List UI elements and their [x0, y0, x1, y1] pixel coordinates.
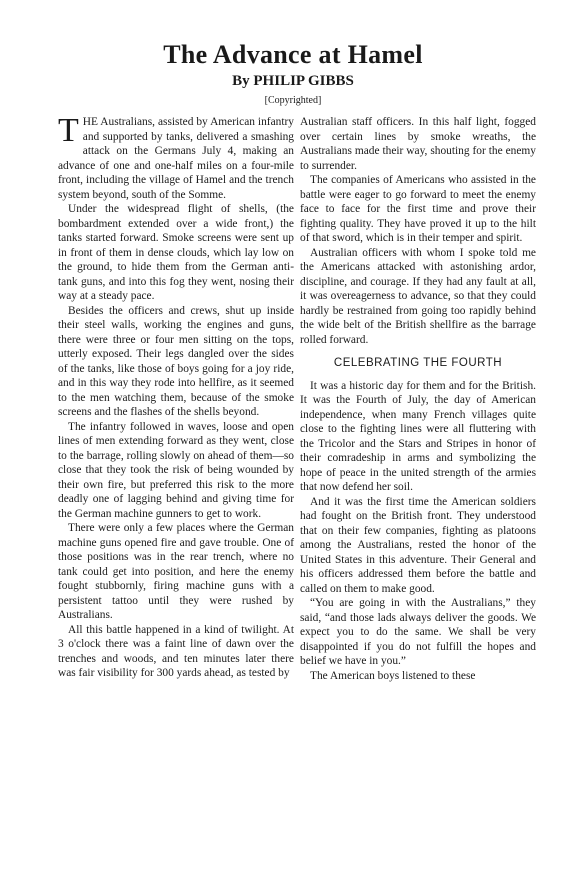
paragraph: “You are going in with the Australians,” they said, “and those lads always deliver the goods. We expect you to do the same. We shall be very disappointed if you do not fulfill the hopes and belief we have in you.”	[300, 597, 536, 667]
paragraph: There were only a few places where the German machine guns opened fire and gave trouble. One of those positions was in the rear trench, where no tank could get into position, and here the enemy fought stubbornly, firing machine guns with a persistent tattoo until they were rushed by Australians.	[58, 522, 294, 621]
paragraph: And it was the first time the American soldiers had fought on the British front. They understood that on their few companies, fighting as platoons among the Australians, rested the honor of the United States in this adventure. Their General and his officers addressed them before the battle and called on them to make good.	[300, 495, 536, 595]
article-byline: By PHILIP GIBBS	[232, 73, 354, 89]
right-column	[300, 115, 536, 683]
paragraph: The American boys listened to these	[310, 669, 476, 682]
drop-cap: T	[58, 112, 79, 149]
paragraph: Australian officers with whom I spoke told me the Americans attacked with astonishing ardor, discipline, and courage. If they had any fault at all, it was overeagerness to advance, so that they could hardly be restrained from going too rapidly behind the wide belt of the British shellfire as the barrage rolled forward.	[300, 246, 536, 346]
copyright-notice: [Copyrighted]	[264, 95, 322, 106]
paragraph: It was a historic day for them and for the British. It was the Fourth of July, the day of American independence, when many French villages quite close to the fighting lines were all fluttering with the Tricolor and the Stars and Stripes in honor of their comradeship in arms and symbolizing the hope of peace in the united strength of the armies that now defend her soil.	[300, 379, 536, 493]
paragraph: Australian staff officers. In this half light, fogged over certain lines by smoke wreaths, the Australians made their way, shouting for the enemy to surrender.	[300, 116, 536, 172]
paragraph: The infantry followed in waves, loose and open lines of men extending forward as they went, close to the barrage, rolling slowly on ahead of them—so close that they took the risk of being wounded by their own fire, but preferred this risk to the more deadly one of lagging behind and giving time for the German machine gunners to get to work.	[58, 420, 294, 520]
article-title: The Advance at Hamel	[163, 40, 423, 69]
paragraph: Besides the officers and crews, shut up inside their steel walls, working the engines and guns, there were three or four men sitting on the tops, utterly exposed. Their legs dangled over the sides of the tanks, like those of boys going for a joy ride, and in this way they rode into hellfire, as it seemed to the men watching them, because of the smoke screens and the flashes of the shells beyond.	[58, 304, 294, 418]
section-subheading: CELEBRATING THE FOURTH	[333, 357, 503, 369]
paragraph: The companies of Americans who assisted in the battle were eager to go forward to meet the enemy face to face for the first time and prove their fighting quality. They have proved it up to the hilt of that sword, which is in their temper and spirit.	[300, 174, 536, 244]
paragraph: Under the widespread flight of shells, (the bombardment extended over a wide front,) the tanks started forward. Smoke screens were sent up in front of them in dense clouds, which lay low on the ground, to hide them from the German anti-tank guns, and into this fog they went, nosing their way at a steady pace.	[58, 203, 294, 302]
paragraph: THE Australians, assisted by American infantry and supported by tanks, delivered a smashing attack on the Germans July 4, making an advance of one and one-half miles on a four-mile front, including the village of Hamel and the trench system beyond, south of the Somme.	[58, 112, 294, 201]
left-column	[58, 112, 294, 681]
paragraph: All this battle happened in a kind of twilight. At 3 o'clock there was a faint line of dawn over the trenches and woods, and ten minutes later there was fair visibility for 300 yards ahead, as tested by	[58, 623, 294, 679]
